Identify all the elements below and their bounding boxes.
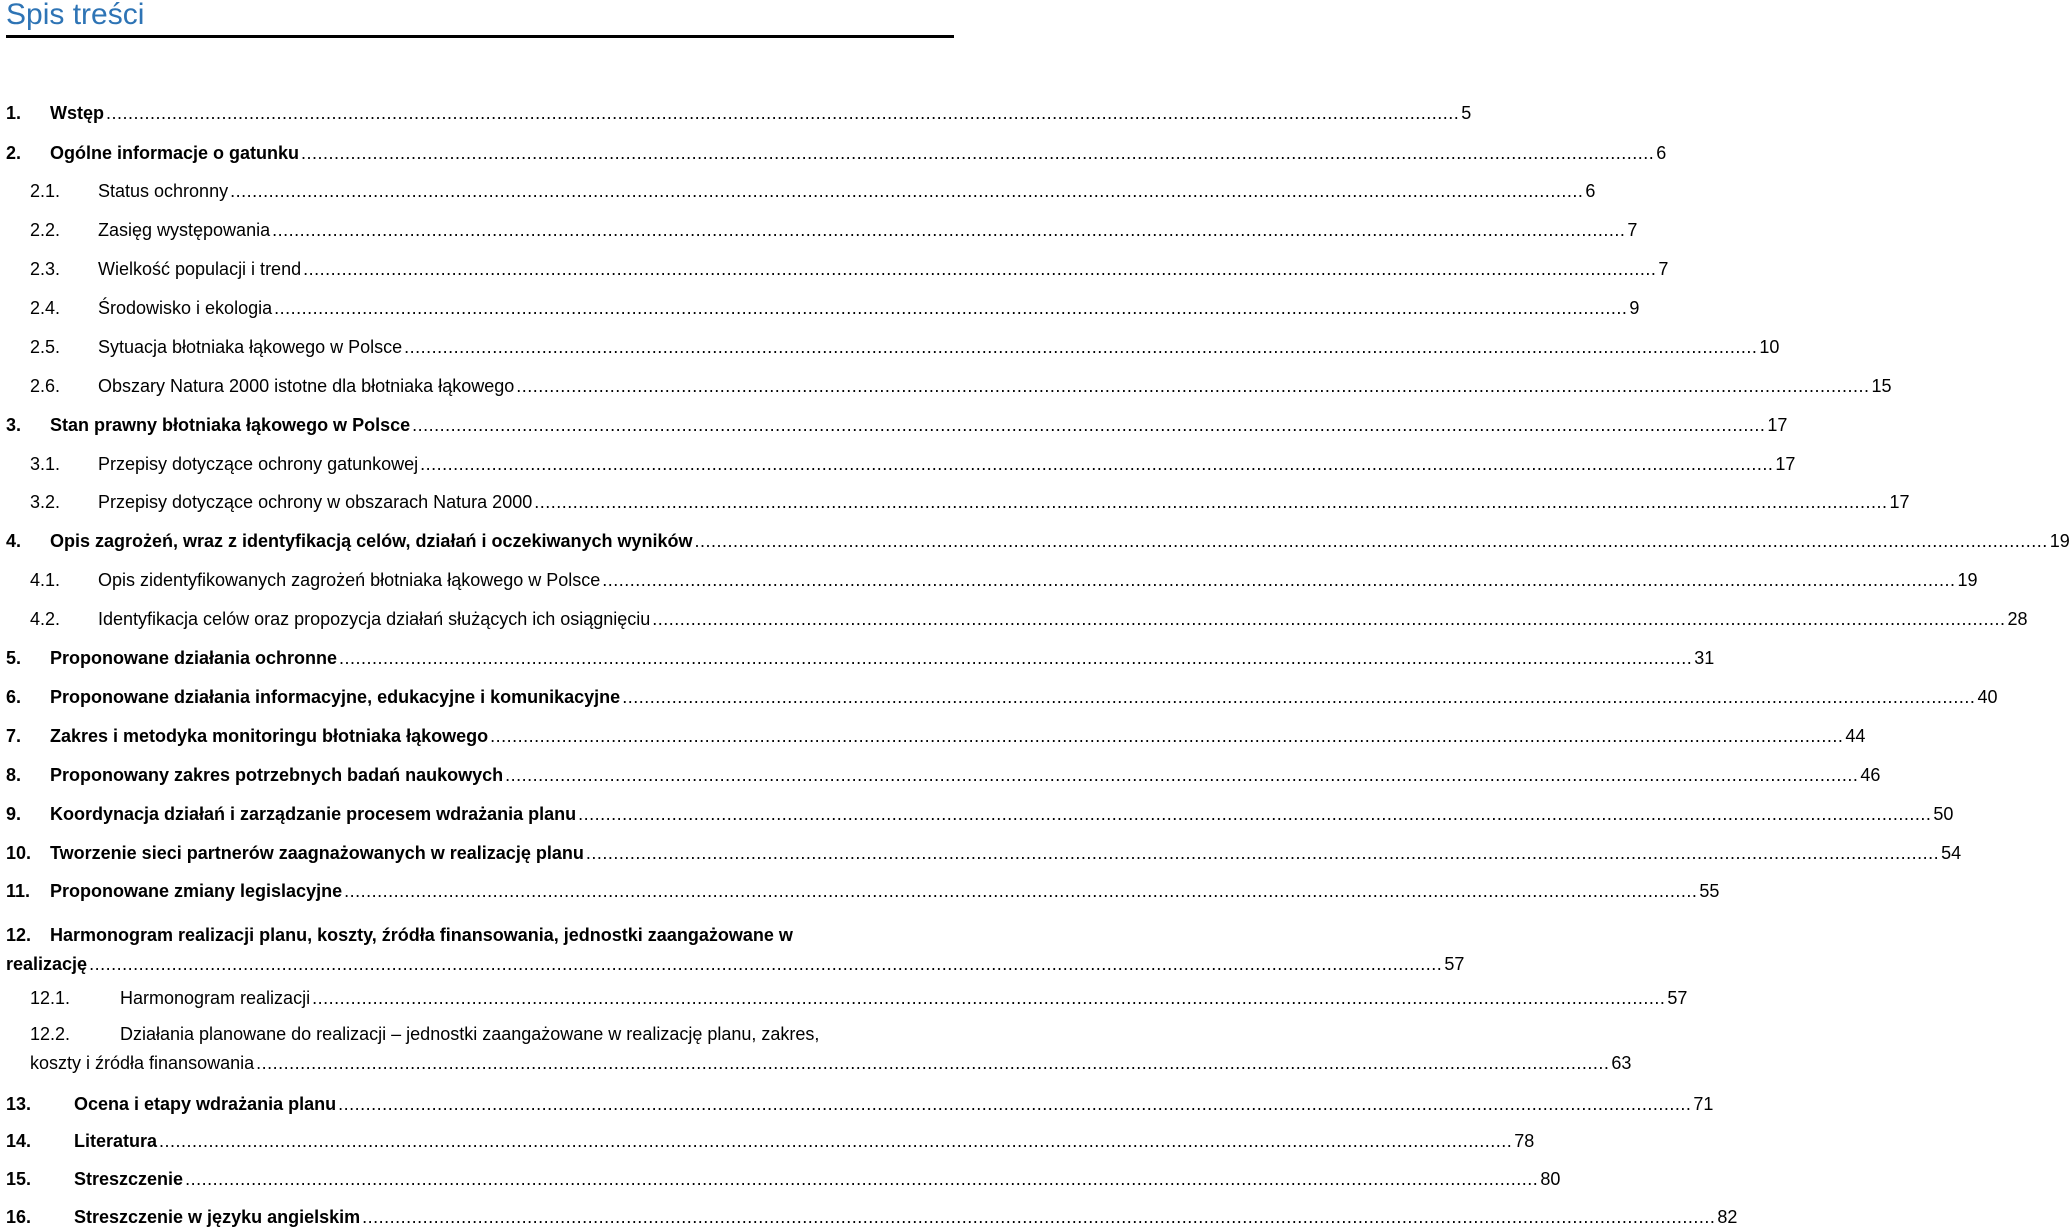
toc-leader-dots [338, 1089, 1691, 1119]
toc-leader-dots [622, 682, 1975, 712]
toc-entry[interactable] [6, 721, 1866, 751]
toc-entry[interactable] [30, 487, 1910, 517]
toc-entry-number: 13. [6, 1094, 32, 1114]
toc-entry-label: Streszczenie w języku angielskim [74, 1207, 361, 1227]
page-title: Spis treści [6, 0, 145, 31]
toc-leader-dots [312, 983, 1665, 1013]
toc-entry-label: Proponowane działania ochronne [50, 648, 338, 668]
toc-entry-page: 9 [1629, 298, 1640, 318]
toc-entry-number: 12.1. [30, 988, 71, 1008]
toc-entry-number: 9. [6, 804, 22, 824]
toc-entry-page: 19 [2049, 531, 2070, 551]
toc-entry-number: 4.1. [30, 570, 61, 590]
toc-entry[interactable] [6, 1164, 1561, 1194]
toc-entry[interactable] [30, 449, 1796, 479]
toc-entry-number: 2.1. [30, 181, 61, 201]
toc-leader-dots [602, 565, 1955, 595]
toc-leader-dots [106, 98, 1459, 128]
toc-entry[interactable] [6, 643, 1715, 673]
toc-entry-page: 28 [2007, 609, 2028, 629]
toc-leader-dots [652, 604, 2005, 634]
toc-entry[interactable] [6, 410, 1788, 440]
toc-entry-12-2-line2[interactable] [30, 1048, 1632, 1078]
toc-entry-number: 3.1. [30, 454, 61, 474]
toc-entry-page: 7 [1627, 220, 1638, 240]
toc-leader-dots [89, 949, 1442, 979]
toc-entry-page: 63 [1611, 1053, 1632, 1073]
toc-entry-12-line1[interactable] [6, 920, 793, 950]
toc-entry-number: 6. [6, 687, 22, 707]
toc-entry-label: Harmonogram realizacji [120, 988, 311, 1008]
toc-entry[interactable] [30, 176, 1596, 206]
toc-entry[interactable] [30, 565, 1978, 595]
toc-entry[interactable] [6, 760, 1881, 790]
toc-entry-label: Obszary Natura 2000 istotne dla błotniaka łąkowego [98, 376, 515, 396]
toc-entry-page: 50 [1933, 804, 1954, 824]
toc-entry-number: 10. [6, 843, 32, 863]
toc-entry-label: Status ochronny [98, 181, 229, 201]
toc-entry-number: 2.3. [30, 259, 61, 279]
toc-entry-number: 7. [6, 726, 22, 746]
toc-leader-dots [505, 760, 1858, 790]
toc-leader-dots [256, 1048, 1609, 1078]
toc-entry-number: 11. [6, 881, 31, 901]
toc-entry-label: Wstęp [50, 103, 104, 123]
toc-entry-page: 57 [1444, 954, 1465, 974]
toc-leader-dots [185, 1164, 1538, 1194]
toc-entry[interactable] [6, 876, 1720, 906]
toc-entry-label: Koordynacja działań i zarządzanie procesem wdrażania planu [50, 804, 577, 824]
toc-entry-label: Opis zidentyfikowanych zagrożeń błotniaka łąkowego w Polsce [98, 570, 601, 590]
toc-entry[interactable] [6, 98, 1472, 128]
toc-leader-dots [272, 215, 1625, 245]
toc-entry-label: Ocena i etapy wdrażania planu [74, 1094, 337, 1114]
toc-entry[interactable] [6, 838, 1962, 868]
toc-entry-page: 6 [1585, 181, 1596, 201]
toc-entry-page: 31 [1694, 648, 1715, 668]
toc-entry-number: 2.6. [30, 376, 61, 396]
toc-leader-dots [695, 526, 2048, 556]
toc-entry-12-2-line1[interactable] [30, 1019, 819, 1049]
toc-leader-dots [362, 1202, 1715, 1232]
toc-entry-label: Proponowany zakres potrzebnych badań naukowych [50, 765, 504, 785]
toc-entry-page: 78 [1514, 1131, 1535, 1151]
toc-entry-page: 40 [1977, 687, 1998, 707]
toc-entry-12-1[interactable] [30, 983, 1688, 1013]
toc-entry-page: 10 [1759, 337, 1780, 357]
toc-entry-label: Wielkość populacji i trend [98, 259, 302, 279]
toc-entry-label: realizację [6, 954, 88, 974]
toc-entry-label: Streszczenie [74, 1169, 184, 1189]
toc-entry-number: 1. [6, 103, 22, 123]
toc-entry-page: 17 [1775, 454, 1796, 474]
toc-entry-label: Proponowane działania informacyjne, edukacyjne i komunikacyjne [50, 687, 621, 707]
toc-entry-label: Środowisko i ekologia [98, 298, 273, 318]
toc-entry[interactable] [30, 332, 1780, 362]
toc-entry-page: 7 [1658, 259, 1669, 279]
toc-entry-label: Zasięg występowania [98, 220, 271, 240]
toc-entry-page: 6 [1656, 143, 1667, 163]
toc-entry-page: 19 [1957, 570, 1978, 590]
toc-leader-dots [490, 721, 1843, 751]
toc-entry-12-line2[interactable] [6, 949, 1465, 979]
toc-leader-dots [404, 332, 1757, 362]
toc-entry[interactable] [30, 254, 1669, 284]
toc-entry-label: Identyfikacja celów oraz propozycja działań służących ich osiągnięciu [98, 609, 651, 629]
toc-entry-number: 4. [6, 531, 22, 551]
toc-entry[interactable] [30, 604, 2028, 634]
toc-entry-number: 3.2. [30, 492, 61, 512]
toc-entry-label: Opis zagrożeń, wraz z identyfikacją celów, działań i oczekiwanych wyników [50, 531, 693, 551]
toc-entry-label: Harmonogram realizacji planu, koszty, źródła finansowania, jednostki zaangażowane w [50, 925, 793, 945]
toc-entry-page: 57 [1667, 988, 1688, 1008]
toc-entry[interactable] [6, 1089, 1714, 1119]
toc-entry-number: 15. [6, 1169, 32, 1189]
toc-entry-number: 2. [6, 143, 22, 163]
toc-entry-label: Ogólne informacje o gatunku [50, 143, 300, 163]
toc-entry[interactable] [6, 1202, 1738, 1232]
toc-entry-label: Działania planowane do realizacji – jednostki zaangażowane w realizację planu, zakres, [120, 1024, 820, 1044]
toc-entry-number: 4.2. [30, 609, 61, 629]
toc-entry[interactable] [6, 526, 2070, 556]
toc-leader-dots [516, 371, 1869, 401]
toc-leader-dots [303, 254, 1656, 284]
toc-leader-dots [230, 176, 1583, 206]
toc-entry[interactable] [6, 799, 1954, 829]
toc-entry-page: 55 [1699, 881, 1720, 901]
toc-leader-dots [586, 838, 1939, 868]
toc-leader-dots [420, 449, 1773, 479]
toc-entry-page: 82 [1717, 1207, 1738, 1227]
toc-leader-dots [578, 799, 1931, 829]
toc-entry-page: 46 [1860, 765, 1881, 785]
toc-entry-label: Sytuacja błotniaka łąkowego w Polsce [98, 337, 403, 357]
toc-entry-page: 71 [1693, 1094, 1714, 1114]
toc-entry[interactable] [6, 138, 1667, 168]
toc-entry-number: 14. [6, 1131, 32, 1151]
toc-entry-page: 80 [1540, 1169, 1561, 1189]
toc-entry-page: 17 [1889, 492, 1910, 512]
toc-entry-number: 12. [6, 925, 32, 945]
toc-leader-dots [534, 487, 1887, 517]
toc-entry[interactable] [6, 1126, 1535, 1156]
toc-entry[interactable] [6, 682, 1998, 712]
toc-leader-dots [412, 410, 1765, 440]
toc-entry-label: Tworzenie sieci partnerów zaagnażowanych w realizację planu [50, 843, 584, 863]
toc-leader-dots [159, 1126, 1512, 1156]
toc-entry-page: 44 [1845, 726, 1866, 746]
toc-entry[interactable] [30, 293, 1640, 323]
toc-leader-dots [301, 138, 1654, 168]
toc-entry-page: 54 [1941, 843, 1962, 863]
toc-entry-label: Proponowane zmiany legislacyjne [50, 881, 343, 901]
toc-entry-number: 3. [6, 415, 22, 435]
toc-entry-label: Przepisy dotyczące ochrony w obszarach Natura 2000 [98, 492, 533, 512]
toc-entry-label: koszty i źródła finansowania [30, 1053, 255, 1073]
toc-entry-page: 15 [1871, 376, 1892, 396]
toc-entry[interactable] [30, 215, 1638, 245]
toc-leader-dots [274, 293, 1627, 323]
toc-entry-number: 16. [6, 1207, 32, 1227]
toc-entry-number: 12.2. [30, 1024, 71, 1044]
toc-entry-label: Literatura [74, 1131, 158, 1151]
toc-leader-dots [339, 643, 1692, 673]
toc-entry-number: 2.2. [30, 220, 61, 240]
toc-entry-number: 2.4. [30, 298, 61, 318]
toc-entry-number: 5. [6, 648, 22, 668]
toc-entry-page: 17 [1767, 415, 1788, 435]
toc-entry-page: 5 [1461, 103, 1472, 123]
toc-entry-label: Stan prawny błotniaka łąkowego w Polsce [50, 415, 411, 435]
toc-entry-label: Zakres i metodyka monitoringu błotniaka łąkowego [50, 726, 489, 746]
toc-entry[interactable] [30, 371, 1892, 401]
toc-entry-label: Przepisy dotyczące ochrony gatunkowej [98, 454, 419, 474]
toc-entry-number: 8. [6, 765, 22, 785]
toc-leader-dots [344, 876, 1697, 906]
toc-entry-number: 2.5. [30, 337, 61, 357]
